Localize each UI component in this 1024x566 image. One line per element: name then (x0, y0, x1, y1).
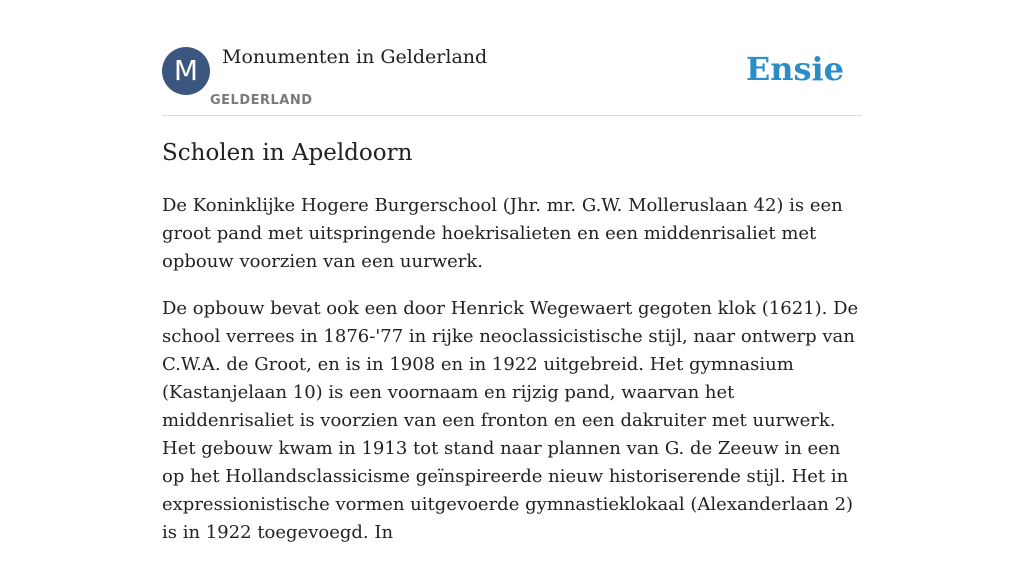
site-title-link[interactable]: Monumenten in Gelderland (222, 46, 488, 68)
page-title: Scholen in Apeldoorn (162, 140, 413, 166)
avatar[interactable]: M (162, 47, 210, 95)
page-container (162, 0, 862, 543)
article-body (162, 192, 862, 566)
brand-logo[interactable]: Ensie (745, 50, 844, 88)
category-link[interactable]: GELDERLAND (210, 93, 313, 108)
article-paragraph: De opbouw bevat ook een door Henrick Wegewaert gegoten klok (1621). De school verrees in 1876-'77 in rijke neoclassicistische stijl, naar ontwerp van C.W.A. de Groot, en is in 1908 en in 1922 uitgebreid. Het gymnasium (Kastanjelaan 10) is een voornaam en rijzig pand, waarvan het middenrisaliet is voorzien van een fronton en een dakruiter met uurwerk. Het gebouw kwam in 1913 tot stand naar plannen van G. de Zeeuw in een op het Hollandsclassicisme geïnspireerde nieuw historiserende stijl. Het in expressionistische vormen uitgevoerde gymnastieklokaal (Alexanderlaan 2) is in 1922 toegevoegd. In (162, 298, 859, 543)
page-header (162, 0, 862, 116)
article-paragraph: De Koninklijke Hogere Burgerschool (Jhr. mr. G.W. Molleruslaan 42) is een groot pand met uitspringende hoekrisalieten en een middenrisaliet met opbouw voorzien van een uurwerk. (162, 195, 843, 272)
